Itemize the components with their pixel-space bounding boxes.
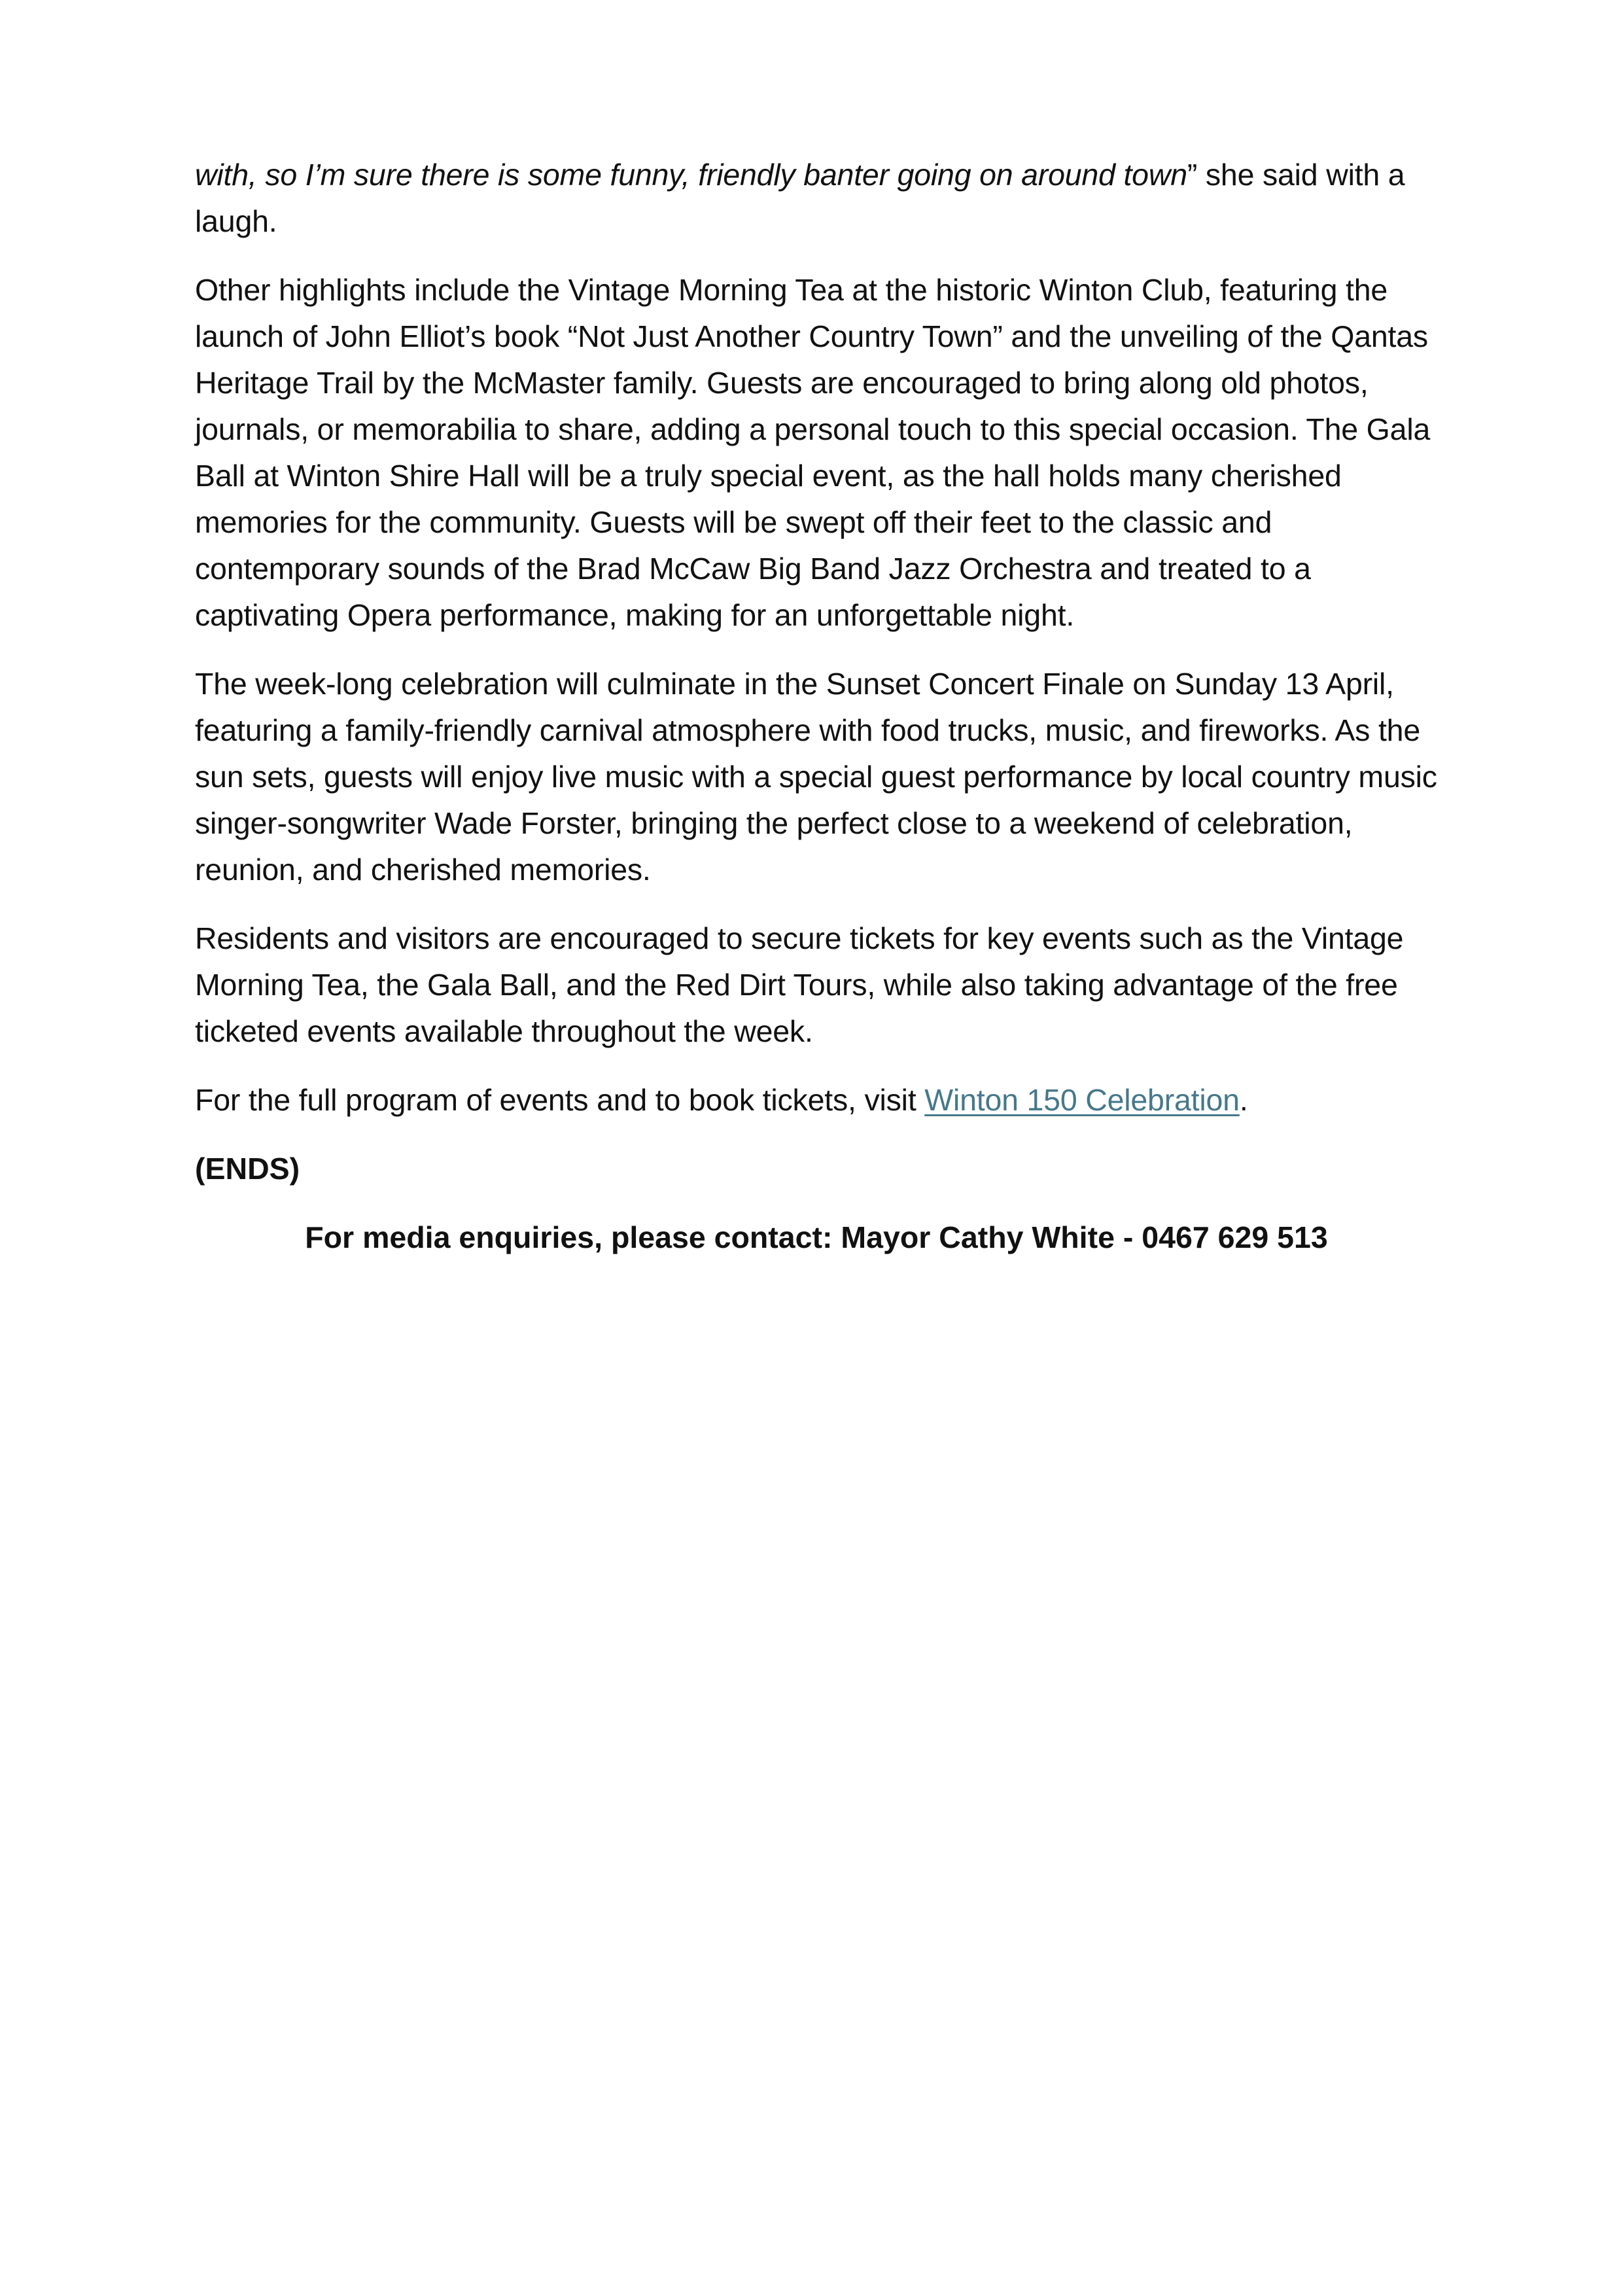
document-body — [195, 152, 1451, 1261]
media-contact: For media enquiries, please contact: Mayor Cathy White - 0467 629 513 — [305, 1220, 1328, 1254]
program-link-lead-text: For the full program of events and to book tickets, visit — [195, 1083, 925, 1117]
quote-attribution-text: ” she said with a laugh. — [195, 158, 1405, 238]
paragraph-other-highlights: Other highlights include the Vintage Morning Tea at the historic Winton Club, featuring the launch of John Elliot’s book “Not Just Another Country Town” and the unveiling of the Qantas Heritage Trail by the McMaster family. Guests are encouraged to bring along old photos, journals, or memorabilia to share, adding a personal touch to this special occasion. The Gala Ball at Winton Shire Hall will be a truly special event, as the hall holds many cherished memories for the community. Guests will be swept off their feet to the classic and contemporary sounds of the Brad McCaw Big Band Jazz Orchestra and treated to a captivating Opera performance, making for an unforgettable night. — [195, 273, 1431, 632]
paragraph-tickets: Residents and visitors are encouraged to secure tickets for key events such as the Vintage Morning Tea, the Gala Ball, and the Red Dirt Tours, while also taking advantage of the free ticketed events available throughout the week. — [195, 921, 1404, 1048]
winton-150-celebration-link[interactable]: Winton 150 Celebration — [924, 1083, 1240, 1117]
ends-marker: (ENDS) — [195, 1152, 300, 1186]
paragraph-sunset-concert: The week-long celebration will culminate in the Sunset Concert Finale on Sunday 13 April, featuring a family-friendly carnival atmosphere with food trucks, music, and fireworks. As the sun sets, guests will enjoy live music with a special guest performance by local country music singer-songwriter Wade Forster, bringing the perfect close to a weekend of celebration, reunion, and cherished memories. — [195, 667, 1437, 887]
program-link-trailing-text: . — [1239, 1083, 1248, 1117]
paragraph-quote-continuation — [195, 152, 1451, 245]
quote-italic-text: with, so I’m sure there is some funny, friendly banter going on around town — [195, 158, 1187, 192]
paragraph-program-link — [195, 1077, 1451, 1123]
